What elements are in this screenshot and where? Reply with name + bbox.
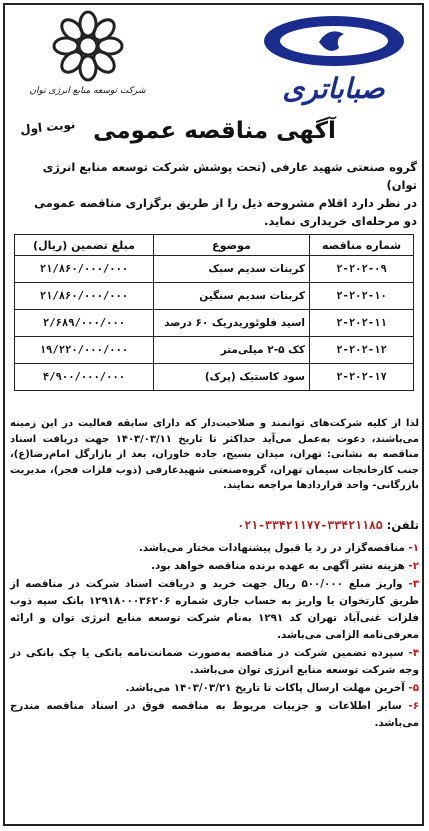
header-subject: موضوع [154,235,310,256]
tender-number: ۲-۲۰۲-۱۱ [310,310,414,337]
invitation-paragraph: لذا از کلیه شرکت‌های توانمند و صلاحیت‌دار که دارای سابقه فعالیت در این زمینه می‌باشند، دعوت به‌عمل می‌آید حداکثر تا تاریخ ۱۴۰۳/۰۳/۱۱ جهت دریافت اسناد مناقصه به نشانی: تهران، میدان بسیج، جاده خاوران، بعد از بازارگل امام‌رضا(ع)، جنب کارخانجات سیمان تهران، گروه‌صنعتی شهید‌عارفی (ذوب فلزات فجر)، مدیریت بازرگانی- واحد قراردادها مراجعه نمایند. [10,418,419,491]
list-item [10,698,419,732]
conditions-list [10,540,419,733]
phone-line [10,518,419,532]
tender-subject: اسید فلوئوریدریک ۶۰ درصد [154,310,310,337]
company-logo [10,6,165,114]
header-amount: مبلغ تضمین (ریال) [15,235,154,256]
table-row [15,310,414,337]
flower-logo-icon [48,6,128,86]
tender-number: ۲-۲۰۲-۱۷ [310,364,414,391]
table-row [15,256,414,283]
tender-subject: کک ۵-۲ میلی‌متر [154,337,310,364]
list-item [10,540,419,557]
intro-line: گروه صنعتی شهید عارفی (تحت پوشش شرکت توسعه منابع انرژی توان) [42,160,417,192]
tender-amount: ۲۱/۸۶۰/۰۰۰/۰۰۰ [15,283,154,310]
tender-amount: ۲۱/۸۶۰/۰۰۰/۰۰۰ [15,256,154,283]
tender-amount: ۴/۹۰۰/۰۰۰/۰۰۰ [15,364,154,391]
tender-subject: کربنات سدیم سنگین [154,283,310,310]
item-marker: ۶- [408,700,419,712]
intro-text [12,158,417,230]
item-text: سایر اطلاعات و جزییات مربوط به مناقصه فوق در اسناد مناقصه مندرج می‌باشد. [10,700,419,729]
item-text: آخرین مهلت ارسال پاکات تا تاریخ ۱۴۰۳/۰۳/۲۱ می‌باشد. [125,682,405,694]
item-text: مناقصه‌گزار در رد یا قبول پیشنهادات مختار می‌باشد. [138,542,405,554]
brand-logo [251,12,416,110]
list-item [10,680,419,697]
list-item [10,645,419,679]
header [8,6,420,114]
notice-title: آگهی مناقصه عمومی [93,118,336,144]
item-text: هزینه نشر آگهی به عهده برنده مناقصه خواهد بود. [151,560,405,572]
item-marker: ۱- [408,542,419,554]
table-row [15,337,414,364]
tender-amount: ۲/۶۸۹/۰۰۰/۰۰۰ [15,310,154,337]
table-header-row [15,235,414,256]
brand-oval-icon [259,12,409,70]
tender-number: ۲-۲۰۲-۱۰ [310,283,414,310]
item-text: سپرده تضمین شرکت در مناقصه به‌صورت ضمانت‌نامه بانکی یا چک بانکی در وجه شرکت توسعه منابع انرژی توان می‌باشد. [10,647,419,676]
company-name: شرکت توسعه منابع انرژی توان [29,86,146,96]
phone-label: تلفن: [386,518,419,532]
item-marker: ۴- [408,647,419,659]
header-number: شماره مناقصه [310,235,414,256]
table-row [15,283,414,310]
tender-number: ۲-۲۰۲-۰۹ [310,256,414,283]
intro-line: در نظر دارد اقلام مشروحه ذیل را از طریق برگزاری مناقصه عمومی [34,196,417,210]
brand-name: صباباتری [282,72,385,105]
tender-subject: سود کاستیک (پرک) [154,364,310,391]
item-marker: ۵- [408,682,419,694]
table-row [15,364,414,391]
intro-line: دو مرحله‌ای خریداری نماید. [264,214,417,228]
round-label: نوبت اول [19,117,76,137]
tender-amount: ۱۹/۲۲۰/۰۰۰/۰۰۰ [15,337,154,364]
tender-table [14,234,414,391]
item-marker: ۲- [408,560,419,572]
item-text: واریز مبلغ ۵۰۰/۰۰۰ ریال جهت خرید و دریافت اسناد شرکت در مناقصه از طریق کارتخوان یا واریز به حساب جاری شماره ۱۲۹۱۸۰۰۰۳۶۲۰۶ بانک سپه ذوب فلزات غنی‌آباد تهران کد ۱۲۹۱ به‌نام شرکت توسعه منابع انرژی توان و ارائه معرفی‌نامه الزامی می‌باشد. [10,578,419,641]
phone-numbers: ۳۳۴۲۱۱۸۵-۳۳۴۲۱۱۷۷-۰۲۱ [237,518,383,532]
tender-number: ۲-۲۰۲-۱۲ [310,337,414,364]
list-item [10,558,419,575]
item-marker: ۳- [408,578,419,590]
list-item [10,576,419,644]
tender-subject: کربنات سدیم سبک [154,256,310,283]
